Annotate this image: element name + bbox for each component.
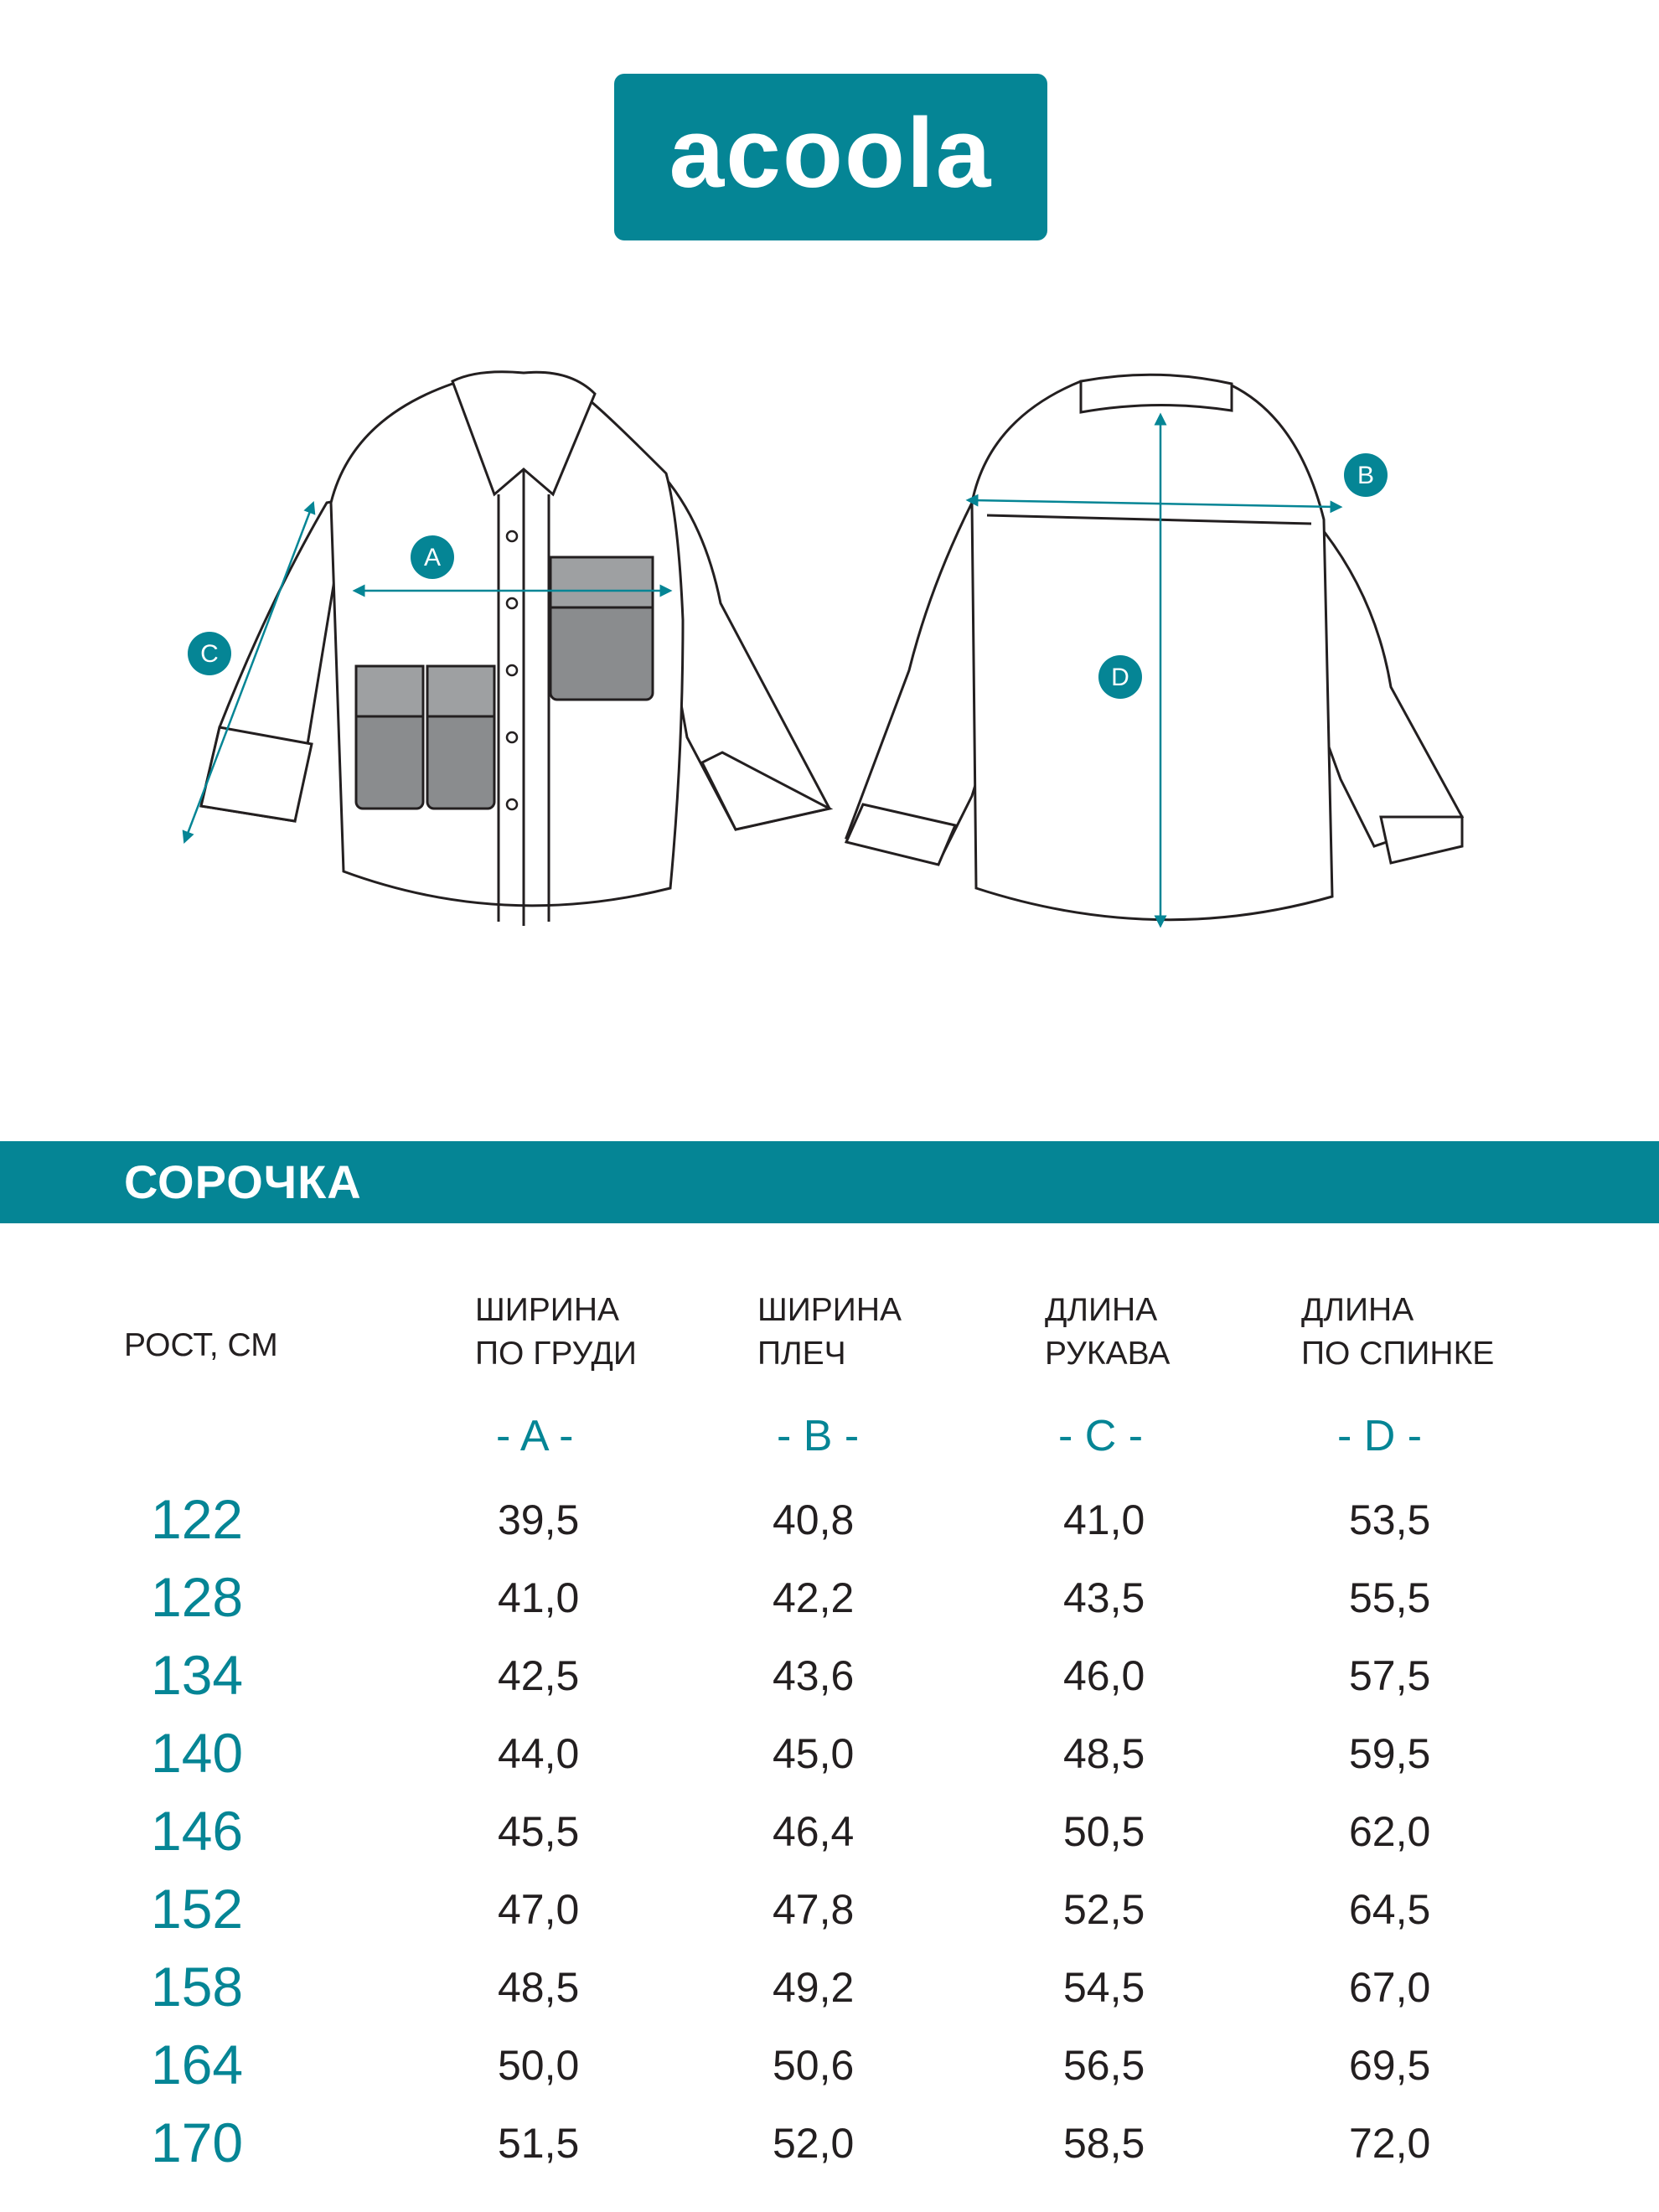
cell-back: 53,5: [1349, 1496, 1431, 1543]
cell-shoulders: 46,4: [773, 1808, 855, 1855]
cell-chest: 44,0: [498, 1730, 580, 1777]
cell-back: 64,5: [1349, 1886, 1431, 1933]
marker-a-text: A: [423, 544, 442, 571]
cell-shoulders: 50,6: [773, 2042, 855, 2089]
cell-height: 128: [151, 1566, 244, 1628]
back-body: [972, 381, 1332, 920]
cell-sleeve: 58,5: [1063, 2120, 1145, 2167]
code-chest: - A -: [496, 1412, 574, 1460]
cell-height: 158: [151, 1956, 244, 2018]
cell-shoulders: 40,8: [773, 1496, 855, 1543]
cell-sleeve: 41,0: [1063, 1496, 1145, 1543]
logo-text: acoola: [669, 97, 993, 209]
table-row: [0, 2034, 1659, 2112]
header-chest-width: ШИРИНА ПО ГРУДИ: [475, 1292, 637, 1372]
cell-sleeve: 50,5: [1063, 1808, 1145, 1855]
cell-height: 146: [151, 1800, 244, 1862]
cell-height: 164: [151, 2034, 244, 2096]
table-row: [0, 1566, 1659, 1645]
code-back: - D -: [1337, 1412, 1423, 1460]
cell-back: 69,5: [1349, 2042, 1431, 2089]
cell-shoulders: 52,0: [773, 2120, 855, 2167]
header-height: РОСТ, СМ: [124, 1327, 278, 1363]
cell-back: 72,0: [1349, 2120, 1431, 2167]
section-band: [0, 1141, 1659, 1223]
cell-back: 67,0: [1349, 1964, 1431, 2011]
front-left-cuff: [201, 727, 312, 821]
garment-illustration: [0, 352, 1659, 955]
table-row: [0, 1800, 1659, 1879]
cell-back: 57,5: [1349, 1652, 1431, 1699]
cell-back: 59,5: [1349, 1730, 1431, 1777]
section-title: СОРОЧКА: [124, 1155, 362, 1208]
front-view: [201, 372, 830, 926]
marker-c-text: C: [200, 640, 219, 668]
cell-height: 152: [151, 1878, 244, 1940]
cell-chest: 48,5: [498, 1964, 580, 2011]
table-row: [0, 1956, 1659, 2034]
cell-chest: 50,0: [498, 2042, 580, 2089]
marker-d-text: D: [1111, 664, 1129, 691]
table-row: [0, 1722, 1659, 1801]
header-sleeve-length: ДЛИНА РУКАВА: [1045, 1292, 1171, 1372]
code-sleeve: - C -: [1058, 1412, 1144, 1460]
cell-back: 62,0: [1349, 1808, 1431, 1855]
brand-logo: [614, 74, 1047, 240]
cell-shoulders: 49,2: [773, 1964, 855, 2011]
table-row: [0, 1488, 1659, 1567]
cell-height: 134: [151, 1644, 244, 1706]
cell-chest: 47,0: [498, 1886, 580, 1933]
cell-sleeve: 54,5: [1063, 1964, 1145, 2011]
cell-chest: 42,5: [498, 1652, 580, 1699]
cell-sleeve: 46,0: [1063, 1652, 1145, 1699]
cell-chest: 39,5: [498, 1496, 580, 1543]
cell-height: 122: [151, 1488, 244, 1550]
cell-sleeve: 56,5: [1063, 2042, 1145, 2089]
header-back-length: ДЛИНА ПО СПИНКЕ: [1301, 1292, 1495, 1372]
code-shoulders: - B -: [777, 1412, 860, 1460]
table-row: [0, 1878, 1659, 1956]
cell-chest: 45,5: [498, 1808, 580, 1855]
cell-sleeve: 48,5: [1063, 1730, 1145, 1777]
cell-sleeve: 43,5: [1063, 1574, 1145, 1621]
table-row: [0, 2111, 1659, 2190]
back-right-cuff: [1381, 817, 1462, 863]
cell-height: 170: [151, 2111, 244, 2173]
cell-shoulders: 42,2: [773, 1574, 855, 1621]
cell-chest: 51,5: [498, 2120, 580, 2167]
cell-chest: 41,0: [498, 1574, 580, 1621]
cell-sleeve: 52,5: [1063, 1886, 1145, 1933]
cell-height: 140: [151, 1722, 244, 1784]
cell-shoulders: 47,8: [773, 1886, 855, 1933]
cell-shoulders: 45,0: [773, 1730, 855, 1777]
header-shoulder-width: ШИРИНА ПЛЕЧ: [757, 1292, 902, 1372]
cell-shoulders: 43,6: [773, 1652, 855, 1699]
marker-b-text: B: [1357, 462, 1375, 489]
table-row: [0, 1644, 1659, 1723]
cell-back: 55,5: [1349, 1574, 1431, 1621]
